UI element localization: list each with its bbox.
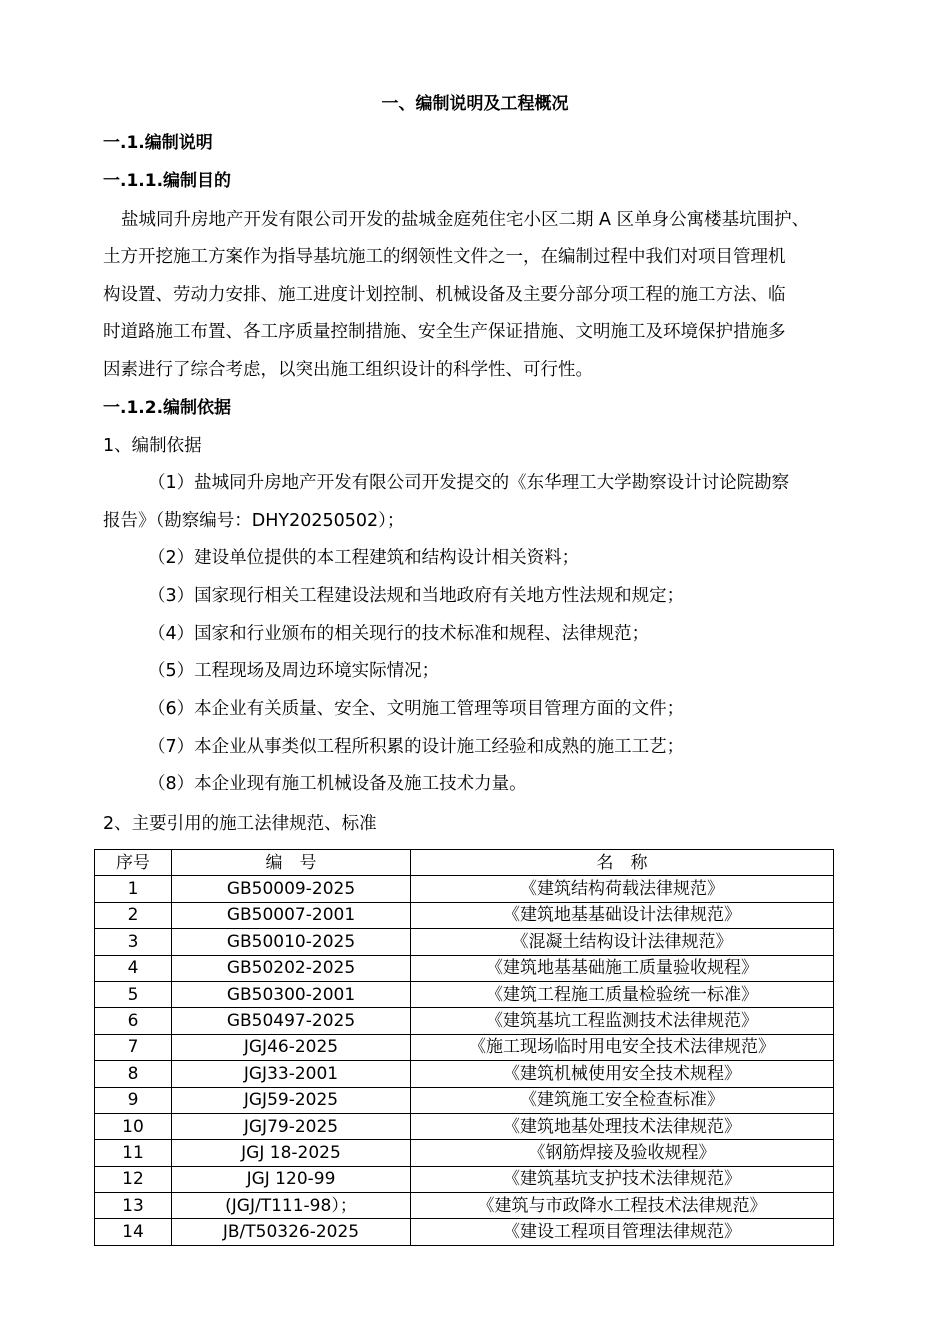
cell-code: GB50009-2025: [172, 876, 411, 902]
table-row: [95, 1166, 834, 1192]
cell-name: 《钢筋焊接及验收规程》: [411, 1140, 834, 1166]
cell-name: 《建筑地基基础施工质量验收规程》: [411, 955, 834, 981]
cell-code: GB50300-2001: [172, 981, 411, 1007]
cell-code: (JGJ/T111-98）；: [172, 1193, 411, 1219]
cell-index: 14: [95, 1219, 172, 1245]
basis-item: （6）本企业有关质量、安全、文明施工管理等项目管理方面的文件；: [148, 699, 685, 719]
section-heading-1-1: 一.1.编制说明: [103, 133, 213, 153]
subheading-basis: 1、编制依据: [103, 436, 202, 456]
cell-index: 11: [95, 1140, 172, 1166]
cell-code: JGJ33-2001: [172, 1061, 411, 1087]
standards-table: [94, 849, 834, 1246]
column-header-index: 序号: [95, 850, 172, 876]
table-row: [95, 929, 834, 955]
paragraph-line: 时道路施工布置、各工序质量控制措施、安全生产保证措施、文明施工及环境保护措施多: [103, 322, 786, 342]
basis-item: （3）国家现行相关工程建设法规和当地政府有关地方性法规和规定；: [148, 586, 685, 606]
cell-name: 《建筑机械使用安全技术规程》: [411, 1061, 834, 1087]
cell-code: GB50007-2001: [172, 902, 411, 928]
cell-index: 4: [95, 955, 172, 981]
cell-name: 《建设工程项目管理法律规范》: [411, 1219, 834, 1245]
table-row: [95, 876, 834, 902]
cell-index: 9: [95, 1087, 172, 1113]
table-row: [95, 955, 834, 981]
basis-item: （7）本企业从事类似工程所积累的设计施工经验和成熟的施工工艺；: [148, 737, 685, 757]
cell-index: 7: [95, 1034, 172, 1060]
table-row: [95, 1113, 834, 1139]
cell-code: GB50497-2025: [172, 1008, 411, 1034]
table-row: [95, 1219, 834, 1245]
table-row: [95, 1087, 834, 1113]
table-row: [95, 1008, 834, 1034]
column-header-name: 名 称: [411, 850, 834, 876]
table-row: [95, 1034, 834, 1060]
cell-name: 《建筑工程施工质量检验统一标准》: [411, 981, 834, 1007]
cell-code: JB/T50326-2025: [172, 1219, 411, 1245]
cell-index: 12: [95, 1166, 172, 1192]
cell-code: JGJ 120-99: [172, 1166, 411, 1192]
cell-code: JGJ46-2025: [172, 1034, 411, 1060]
section-heading-1-1-2: 一.1.2.编制依据: [103, 398, 232, 418]
table-header-row: [95, 850, 834, 876]
basis-item: （4）国家和行业颁布的相关现行的技术标准和规程、法律规范；: [148, 624, 650, 644]
table-row: [95, 1061, 834, 1087]
cell-name: 《建筑结构荷载法律规范》: [411, 876, 834, 902]
cell-name: 《建筑基坑支护技术法律规范》: [411, 1166, 834, 1192]
cell-index: 6: [95, 1008, 172, 1034]
cell-index: 2: [95, 902, 172, 928]
basis-item: （5）工程现场及周边环境实际情况；: [148, 661, 440, 681]
paragraph-line: 因素进行了综合考虑，以突出施工组织设计的科学性、可行性。: [103, 360, 593, 380]
cell-index: 8: [95, 1061, 172, 1087]
cell-code: JGJ59-2025: [172, 1087, 411, 1113]
subheading-standards: 2、主要引用的施工法律规范、标准: [103, 814, 377, 834]
table-row: [95, 1140, 834, 1166]
table-row: [95, 981, 834, 1007]
cell-name: 《建筑施工安全检查标准》: [411, 1087, 834, 1113]
cell-name: 《建筑地基基础设计法律规范》: [411, 902, 834, 928]
cell-code: GB50010-2025: [172, 929, 411, 955]
cell-code: JGJ 18-2025: [172, 1140, 411, 1166]
paragraph-line: 土方开挖施工方案作为指导基坑施工的纲领性文件之一，在编制过程中我们对项目管理机: [103, 247, 786, 267]
basis-item: （1）盐城同升房地产开发有限公司开发提交的《东华理工大学勘察设计讨论院勘察: [148, 473, 790, 493]
cell-name: 《建筑基坑工程监测技术法律规范》: [411, 1008, 834, 1034]
table-row: [95, 1193, 834, 1219]
cell-code: GB50202-2025: [172, 955, 411, 981]
basis-item: 报告》（勘察编号：DHY20250502）；: [103, 511, 405, 531]
cell-index: 5: [95, 981, 172, 1007]
section-heading-1-1-1: 一.1.1.编制目的: [103, 171, 232, 191]
column-header-code: 编 号: [172, 850, 411, 876]
paragraph-line: 盐城同升房地产开发有限公司开发的盐城金庭苑住宅小区二期 A 区单身公寓楼基坑围护、: [121, 210, 810, 230]
table-row: [95, 902, 834, 928]
cell-name: 《建筑地基处理技术法律规范》: [411, 1113, 834, 1139]
basis-item: （8）本企业现有施工机械设备及施工技术力量。: [148, 774, 527, 794]
cell-code: JGJ79-2025: [172, 1113, 411, 1139]
cell-name: 《混凝土结构设计法律规范》: [411, 929, 834, 955]
cell-name: 《建筑与市政降水工程技术法律规范》: [411, 1193, 834, 1219]
page-title: 一、编制说明及工程概况: [381, 94, 569, 114]
paragraph-line: 构设置、劳动力安排、施工进度计划控制、机械设备及主要分部分项工程的施工方法、临: [103, 285, 786, 305]
cell-index: 1: [95, 876, 172, 902]
cell-index: 3: [95, 929, 172, 955]
cell-index: 13: [95, 1193, 172, 1219]
standards-table-body: [95, 876, 834, 1245]
cell-name: 《施工现场临时用电安全技术法律规范》: [411, 1034, 834, 1060]
cell-index: 10: [95, 1113, 172, 1139]
basis-item: （2）建设单位提供的本工程建筑和结构设计相关资料；: [148, 548, 580, 568]
